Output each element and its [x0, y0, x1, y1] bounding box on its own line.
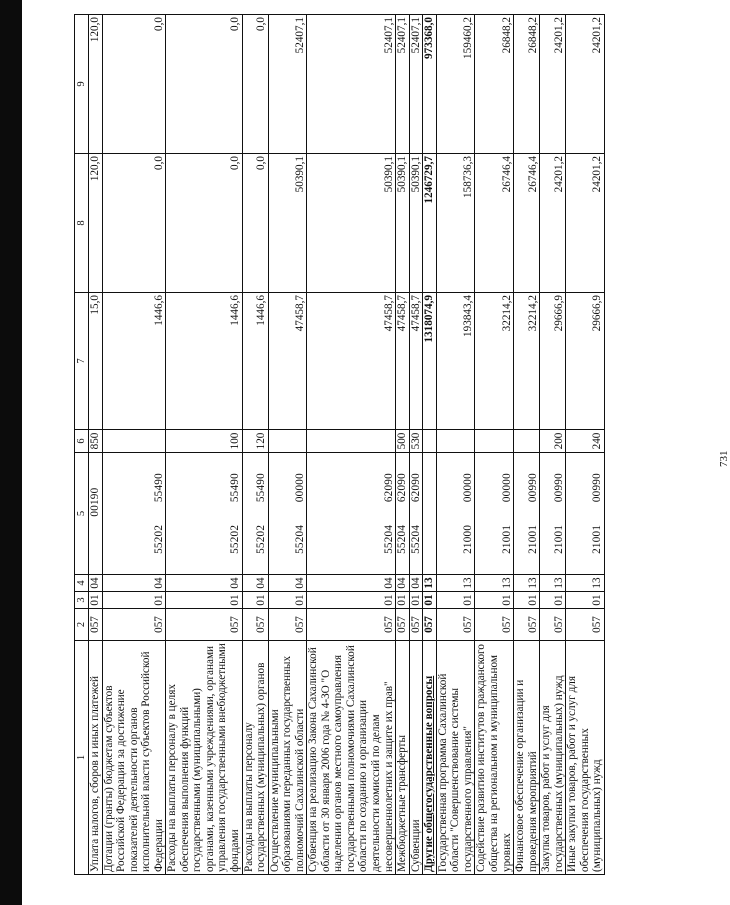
amount-year2-cell: 26746,4	[475, 154, 514, 293]
table-row	[540, 15, 566, 875]
subsection-code-cell: 04	[268, 575, 307, 592]
row-name-cell: Межбюджетные трансферты	[396, 641, 410, 875]
amount-year3-cell: 0,0	[102, 15, 166, 154]
amount-year1-cell: 32214,2	[475, 293, 514, 430]
amount-year2-cell: 50390,1	[409, 154, 423, 293]
subsection-code-cell: 13	[475, 575, 514, 592]
amount-year1-cell: 32214,2	[514, 293, 540, 430]
target-article-cell	[475, 453, 514, 575]
column-header: 2	[75, 609, 89, 641]
target-article-cell	[268, 453, 307, 575]
ministry-code-cell: 057	[268, 609, 307, 641]
amount-year2-cell: 120,0	[89, 154, 103, 293]
amount-year2-cell: 158736,3	[436, 154, 475, 293]
column-header: 6	[75, 430, 89, 453]
section-code-cell: 01	[102, 592, 166, 609]
table-row	[268, 15, 307, 875]
amount-year1-cell: 29666,9	[566, 293, 605, 430]
target-article-part2: 00990	[526, 473, 539, 503]
row-name-cell: Расходы на выплаты персоналу в целях обеспечения выполнения функций государственными (муниципальными) органами, казенными учреждениями, органами управления государственными внебюджетными фондами	[166, 641, 242, 875]
expense-type-cell	[102, 430, 166, 453]
expense-type-cell: 500	[396, 430, 410, 453]
amount-year3-cell: 0,0	[242, 15, 268, 154]
target-article-part1: 21000	[461, 524, 474, 554]
amount-year2-cell: 0,0	[166, 154, 242, 293]
subsection-code-cell: 13	[540, 575, 566, 592]
row-name-cell: Уплата налогов, сборов и иных платежей	[89, 641, 103, 875]
expense-type-cell	[268, 430, 307, 453]
expense-type-cell	[514, 430, 540, 453]
column-header: 3	[75, 592, 89, 609]
table-row	[436, 15, 475, 875]
expense-type-cell: 200	[540, 430, 566, 453]
subsection-code-cell: 13	[514, 575, 540, 592]
section-code-cell: 01	[540, 592, 566, 609]
column-header: 4	[75, 575, 89, 592]
subsection-code-cell: 04	[166, 575, 242, 592]
subsection-code-cell: 04	[102, 575, 166, 592]
subsection-code-cell: 04	[242, 575, 268, 592]
expense-type-cell	[423, 430, 437, 453]
amount-year3-cell: 52407,1	[396, 15, 410, 154]
amount-year1-cell: 15,0	[89, 293, 103, 430]
subsection-code-cell: 13	[566, 575, 605, 592]
target-article-cell	[423, 453, 437, 575]
page-number: 731	[718, 450, 730, 467]
column-header: 5	[75, 453, 89, 575]
amount-year3-cell: 24201,2	[566, 15, 605, 154]
ministry-code-cell: 057	[423, 609, 437, 641]
section-code-cell: 01	[307, 592, 396, 609]
expense-type-cell: 100	[166, 430, 242, 453]
target-article-part1: 55204	[396, 524, 409, 554]
target-article-part2: 55490	[229, 473, 242, 503]
table-row	[242, 15, 268, 875]
table-row	[475, 15, 514, 875]
row-name-cell: Дотации (гранты) бюджетам субъектов Российской Федерации за достижение показателей деятельности органов исполнительной власти субъектов Российской Федерации	[102, 641, 166, 875]
expense-type-cell: 850	[89, 430, 103, 453]
target-article-part2: 62090	[382, 473, 395, 503]
ministry-code-cell: 057	[566, 609, 605, 641]
expense-type-cell: 530	[409, 430, 423, 453]
table-row	[102, 15, 166, 875]
target-article-part2: 00990	[591, 473, 604, 503]
row-name-cell: Субвенция на реализацию Закона Сахалинской области от 30 января 2006 года № 4-ЗО "О наделении органов местного самоуправления государственными полномочиями Сахалинской области по созданию и организации деятельности комиссий по делам несовершеннолетних и защите их прав"	[307, 641, 396, 875]
target-article-part1: 55204	[382, 524, 395, 554]
target-article-cell	[307, 453, 396, 575]
target-article-cell	[514, 453, 540, 575]
column-header: 8	[75, 154, 89, 293]
target-article-part1: 55202	[152, 524, 165, 554]
amount-year2-cell: 0,0	[242, 154, 268, 293]
amount-year2-cell: 1246729,7	[423, 154, 437, 293]
ministry-code-cell: 057	[307, 609, 396, 641]
section-code-cell: 01	[475, 592, 514, 609]
target-article-cell	[89, 453, 103, 575]
target-article-part2: 55490	[152, 473, 165, 503]
target-article-part1: 21001	[552, 524, 565, 554]
amount-year3-cell: 159460,2	[436, 15, 475, 154]
expense-type-cell	[475, 430, 514, 453]
column-header: 9	[75, 15, 89, 154]
amount-year3-cell: 52407,1	[307, 15, 396, 154]
ministry-code-cell: 057	[436, 609, 475, 641]
ministry-code-cell: 057	[102, 609, 166, 641]
section-code-cell: 01	[566, 592, 605, 609]
ministry-code-cell: 057	[540, 609, 566, 641]
target-article-cell	[436, 453, 475, 575]
target-article-part1: 21001	[526, 524, 539, 554]
target-article-part1: 55204	[409, 524, 422, 554]
expense-type-cell	[436, 430, 475, 453]
section-code-cell: 01	[242, 592, 268, 609]
table-row	[514, 15, 540, 875]
target-article-part1: 55202	[255, 524, 268, 554]
table-row	[307, 15, 396, 875]
subsection-code-cell: 04	[409, 575, 423, 592]
amount-year1-cell: 1446,6	[102, 293, 166, 430]
section-code-cell: 01	[436, 592, 475, 609]
target-article-part2: 55490	[255, 473, 268, 503]
target-article-cell	[409, 453, 423, 575]
target-article-cell	[242, 453, 268, 575]
section-code-cell: 01	[166, 592, 242, 609]
amount-year1-cell: 1318074,9	[423, 293, 437, 430]
table-row	[409, 15, 423, 875]
table-row	[396, 15, 410, 875]
subsection-code-cell: 13	[436, 575, 475, 592]
table-row	[89, 15, 103, 875]
subsection-code-cell: 04	[396, 575, 410, 592]
row-name-cell: Финансовое обеспечение организации и проведения мероприятий	[514, 641, 540, 875]
target-article-part2: 62090	[396, 473, 409, 503]
table-row	[166, 15, 242, 875]
subsection-code-cell: 04	[89, 575, 103, 592]
section-code-cell: 01	[89, 592, 103, 609]
amount-year2-cell: 50390,1	[307, 154, 396, 293]
amount-year2-cell: 50390,1	[268, 154, 307, 293]
row-name-cell: Расходы на выплаты персоналу государственных (муниципальных) органов	[242, 641, 268, 875]
column-number-header-row	[75, 15, 89, 875]
ministry-code-cell: 057	[242, 609, 268, 641]
amount-year2-cell: 26746,4	[514, 154, 540, 293]
target-article-part2: 00000	[293, 473, 306, 503]
row-name-cell: Содействие развитию институтов гражданского общества на региональном и муниципальном уровнях	[475, 641, 514, 875]
amount-year3-cell: 0,0	[166, 15, 242, 154]
row-name-cell: Закупка товаров, работ и услуг для государственных (муниципальных) нужд	[540, 641, 566, 875]
amount-year2-cell: 50390,1	[396, 154, 410, 293]
expense-type-cell	[307, 430, 396, 453]
amount-year2-cell: 24201,2	[566, 154, 605, 293]
target-article-part1: 21001	[591, 524, 604, 554]
row-name-cell: Иные закупки товаров, работ и услуг для обеспечения государственных (муниципальных) нужд	[566, 641, 605, 875]
expense-type-cell: 240	[566, 430, 605, 453]
amount-year1-cell: 47458,7	[409, 293, 423, 430]
amount-year3-cell: 26848,2	[475, 15, 514, 154]
row-name-cell: Субвенции	[409, 641, 423, 875]
row-name-cell: Государственная программа Сахалинской области "Совершенствование системы государственного управления"	[436, 641, 475, 875]
target-article-cell	[540, 453, 566, 575]
section-code-cell: 01	[514, 592, 540, 609]
section-code-cell: 01	[268, 592, 307, 609]
subsection-code-cell: 04	[307, 575, 396, 592]
amount-year3-cell: 26848,2	[514, 15, 540, 154]
ministry-code-cell: 057	[475, 609, 514, 641]
section-code-cell: 01	[396, 592, 410, 609]
target-article-part2: 00990	[552, 473, 565, 503]
expense-type-cell: 120	[242, 430, 268, 453]
amount-year3-cell: 52407,1	[409, 15, 423, 154]
amount-year1-cell: 1446,6	[166, 293, 242, 430]
target-article-part1: 55204	[293, 524, 306, 554]
target-article-cell	[396, 453, 410, 575]
target-article-part2: 00000	[461, 473, 474, 503]
table-row	[423, 15, 437, 875]
table-row	[566, 15, 605, 875]
amount-year2-cell: 24201,2	[540, 154, 566, 293]
ministry-code-cell: 057	[166, 609, 242, 641]
subsection-code-cell: 13	[423, 575, 437, 592]
target-article-part1: 55202	[229, 524, 242, 554]
row-name-cell: Осуществление муниципальными образованиями переданных государственных полномочий Сахалинской области	[268, 641, 307, 875]
target-article-part1: 21001	[500, 524, 513, 554]
amount-year1-cell: 1446,6	[242, 293, 268, 430]
amount-year1-cell: 193843,4	[436, 293, 475, 430]
budget-allocation-table	[74, 14, 605, 875]
section-code-cell: 01	[409, 592, 423, 609]
amount-year3-cell: 52407,1	[268, 15, 307, 154]
target-article-cell	[166, 453, 242, 575]
amount-year3-cell: 24201,2	[540, 15, 566, 154]
amount-year3-cell: 120,0	[89, 15, 103, 154]
amount-year1-cell: 47458,7	[268, 293, 307, 430]
target-article-part2: 00000	[500, 473, 513, 503]
amount-year1-cell: 29666,9	[540, 293, 566, 430]
row-name-cell: Другие общегосударственные вопросы	[423, 641, 437, 875]
ministry-code-cell: 057	[409, 609, 423, 641]
column-header: 7	[75, 293, 89, 430]
amount-year1-cell: 47458,7	[396, 293, 410, 430]
ministry-code-cell: 057	[396, 609, 410, 641]
ministry-code-cell: 057	[514, 609, 540, 641]
amount-year1-cell: 47458,7	[307, 293, 396, 430]
section-code-cell: 01	[423, 592, 437, 609]
target-article-part2: 00190	[89, 487, 101, 517]
column-header: 1	[75, 641, 89, 875]
amount-year3-cell: 973368,0	[423, 15, 437, 154]
target-article-cell	[102, 453, 166, 575]
amount-year2-cell: 0,0	[102, 154, 166, 293]
target-article-cell	[566, 453, 605, 575]
target-article-part2: 62090	[409, 473, 422, 503]
ministry-code-cell: 057	[89, 609, 103, 641]
